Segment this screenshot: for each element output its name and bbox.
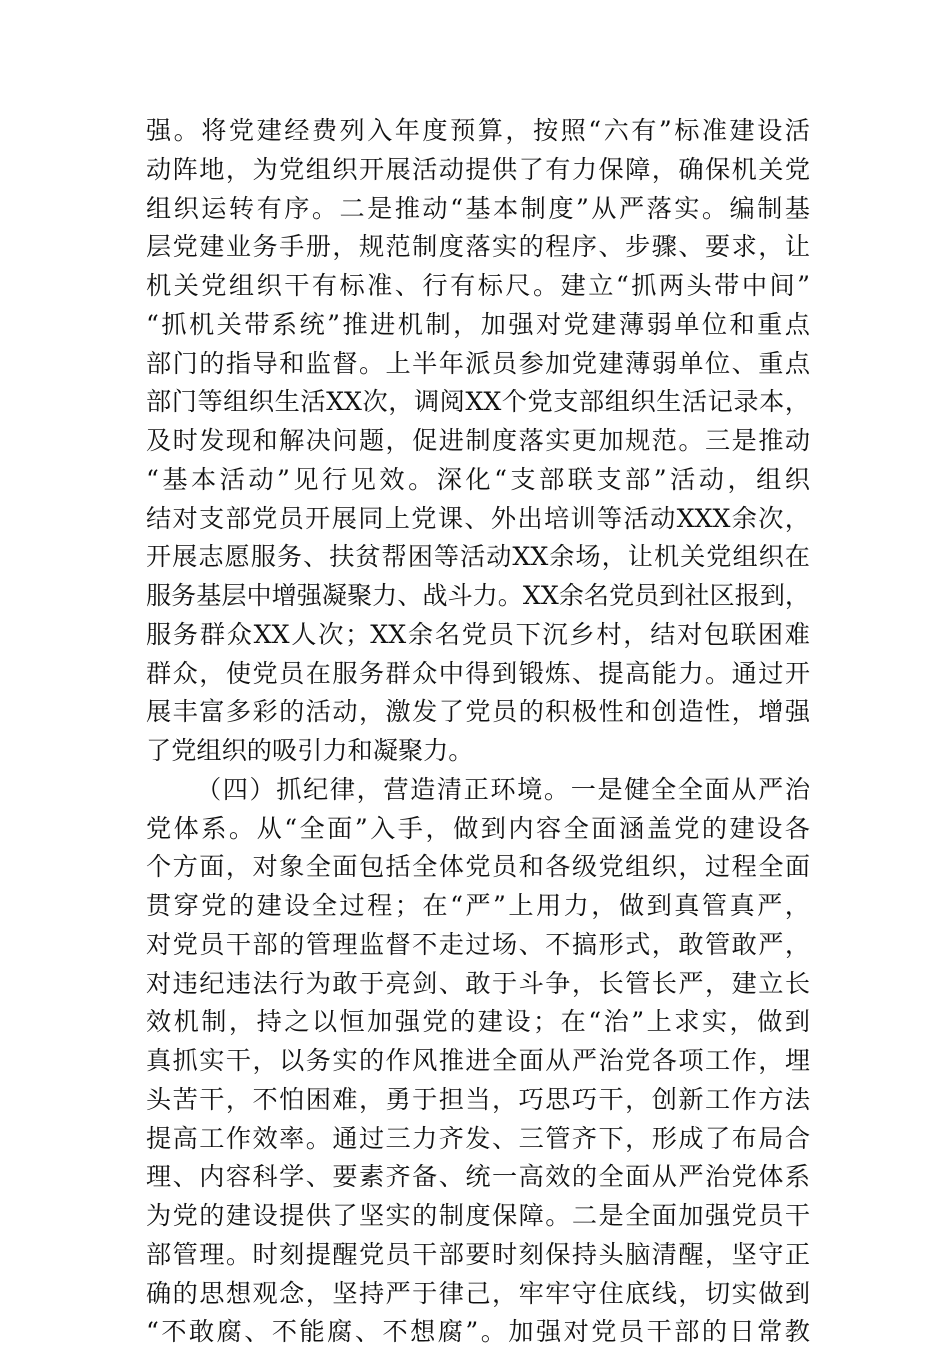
text-line: 开展志愿服务、扶贫帮困等活动XX余场，让机关党组织在 <box>146 542 810 572</box>
text-line: 部管理。时刻提醒党员干部要时刻保持头脑清醒，坚守正 <box>146 1239 810 1269</box>
text-line: 动阵地，为党组织开展活动提供了有力保障，确保机关党 <box>146 154 810 184</box>
text-line: 提高工作效率。通过三力齐发、三管齐下，形成了布局合 <box>146 1123 810 1153</box>
text-line: 确的思想观念，坚持严于律己，牢牢守住底线，切实做到 <box>146 1278 810 1308</box>
text-line: 服务基层中增强凝聚力、战斗力。XX余名党员到社区报到， <box>146 581 810 610</box>
text-line: “抓机关带系统”推进机制，加强对党建薄弱单位和重点 <box>146 309 810 339</box>
text-line: 个方面，对象全面包括全体党员和各级党组织，过程全面 <box>146 852 810 882</box>
text-line: 部门等组织生活XX次，调阅XX个党支部组织生活记录本， <box>146 387 810 417</box>
text-line: 为党的建设提供了坚实的制度保障。二是全面加强党员干 <box>146 1201 810 1230</box>
text-line: 强。将党建经费列入年度预算，按照“六有”标准建设活 <box>146 116 810 145</box>
text-line: 及时发现和解决问题，促进制度落实更加规范。三是推动 <box>146 426 810 455</box>
section-heading-line: （四）抓纪律，营造清正环境。一是健全全面从严治 <box>196 774 810 804</box>
text-line: 层党建业务手册，规范制度落实的程序、步骤、要求，让 <box>146 232 810 262</box>
text-line: 结对支部党员开展同上党课、外出培训等活动XXX余次， <box>146 503 810 533</box>
text-line: “基本活动”见行见效。深化“支部联支部”活动，组织 <box>146 464 810 494</box>
text-line: 理、内容科学、要素齐备、统一高效的全面从严治党体系 <box>146 1162 810 1192</box>
text-line: 服务群众XX人次；XX余名党员下沉乡村，结对包联困难 <box>146 619 810 649</box>
text-line: 组织运转有序。二是推动“基本制度”从严落实。编制基 <box>146 193 810 223</box>
text-line: 真抓实干，以务实的作风推进全面从严治党各项工作，埋 <box>146 1046 810 1075</box>
text-line: 群众，使党员在服务群众中得到锻炼、提高能力。通过开 <box>146 658 810 688</box>
text-line: 机关党组织干有标准、行有标尺。建立“抓两头带中间” <box>146 271 810 300</box>
text-line: 对党员干部的管理监督不走过场、不搞形式，敢管敢严， <box>146 929 810 959</box>
text-line: 效机制，持之以恒加强党的建设；在“治”上求实，做到 <box>146 1007 810 1037</box>
text-line: 头苦干，不怕困难，勇于担当，巧思巧干，创新工作方法 <box>146 1084 810 1114</box>
body-text <box>146 112 810 1352</box>
text-line: “不敢腐、不能腐、不想腐”。加强对党员干部的日常教 <box>146 1317 810 1347</box>
paragraph-end-line: 了党组织的吸引力和凝聚力。 <box>146 736 474 765</box>
text-line: 展丰富多彩的活动，激发了党员的积极性和创造性，增强 <box>146 697 810 727</box>
text-line: 贯穿党的建设全过程；在“严”上用力，做到真管真严， <box>146 891 810 920</box>
text-line: 对违纪违法行为敢于亮剑、敢于斗争，长管长严，建立长 <box>146 968 810 998</box>
text-line: 党体系。从“全面”入手，做到内容全面涵盖党的建设各 <box>146 813 810 843</box>
text-line: 部门的指导和监督。上半年派员参加党建薄弱单位、重点 <box>146 348 810 378</box>
